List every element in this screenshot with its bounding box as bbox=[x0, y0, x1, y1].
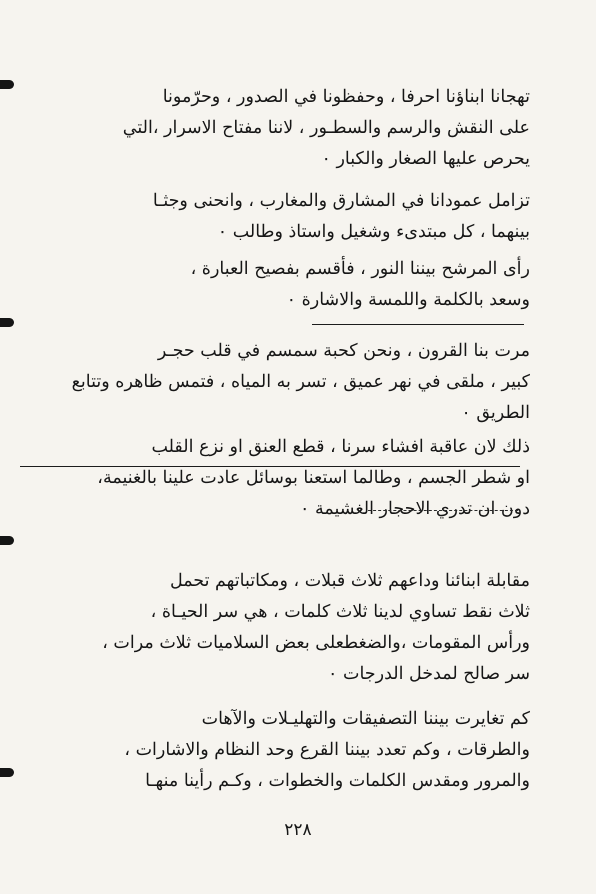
margin-mark bbox=[0, 318, 14, 327]
margin-mark bbox=[0, 80, 14, 89]
paragraph-6 bbox=[14, 566, 530, 690]
text-line: مقابلة ابنائنا وداعهم ثلاث قبلات ، ومكاتباتهم تحمل bbox=[169, 571, 530, 591]
underline-rule bbox=[368, 510, 518, 511]
text-line: تهجانا ابناؤنا احرفا ، وحفظونا في الصدور ، وحرّمونا bbox=[162, 87, 530, 107]
text-line: والطرقات ، وكم تعدد بيننا القرع وحد النظام والاشارات ، bbox=[124, 740, 530, 760]
text-line: كبير ، ملقى في نهر عميق ، تسر به المياه ، فتمس ظاهره وتتابع bbox=[71, 372, 530, 392]
text-line: ثلاث نقط تساوي لدينا ثلاث كلمات ، هي سر الحيـاة ، bbox=[150, 602, 530, 622]
text-line: يحرص عليها الصغار والكبار ٠ bbox=[321, 149, 530, 169]
paragraph-1 bbox=[14, 82, 530, 175]
text-line: رأى المرشح بيننا النور ، فأقسم بفصيح العبارة ، bbox=[190, 259, 530, 279]
paragraph-3 bbox=[14, 254, 530, 316]
text-line: دون ان تدري الاحجار الغشيمة ٠ bbox=[299, 499, 530, 519]
text-line: بينهما ، كل مبتدىء وشغيل واستاذ وطالب ٠ bbox=[217, 222, 530, 242]
underline-rule bbox=[312, 324, 524, 325]
text-line: مرت بنا القرون ، ونحن كحبة سمسم في قلب حجـر bbox=[157, 341, 530, 361]
text-line: سر صالح لمدخل الدرجات ٠ bbox=[328, 664, 530, 684]
paragraph-4 bbox=[14, 336, 530, 429]
text-line: كم تغايرت بيننا التصفيقات والتهليـلات والآهات bbox=[201, 709, 530, 729]
underline-rule bbox=[20, 466, 520, 467]
margin-mark bbox=[0, 768, 14, 777]
text-line: او شطر الجسم ، وطالما استعنا بوسائل عادت علينا بالغنيمة، bbox=[97, 468, 530, 488]
margin-mark bbox=[0, 536, 14, 545]
page-number: ٢٢٨ bbox=[284, 820, 312, 840]
text-line: تزامل عمودانا في المشارق والمغارب ، وانحنى وجثـا bbox=[152, 191, 530, 211]
text-line: ورأس المقومات ،والضغطعلى بعض السلاميات ثلاث مرات ، bbox=[102, 633, 530, 653]
paragraph-7 bbox=[14, 704, 530, 797]
text-line: الطريق ٠ bbox=[461, 403, 530, 423]
paragraph-2 bbox=[14, 186, 530, 248]
text-line: وسعد بالكلمة واللمسة والاشارة ٠ bbox=[286, 290, 530, 310]
text-line: على النقش والرسم والسطـور ، لاننا مفتاح الاسرار ،التي bbox=[122, 118, 530, 138]
text-line: ذلك لان عاقبة افشاء سرنا ، قطع العنق او نزع القلب bbox=[151, 437, 530, 457]
paragraph-5 bbox=[14, 432, 530, 525]
text-line: والمرور ومقدس الكلمات والخطوات ، وكـم رأينا منهـا bbox=[145, 771, 530, 791]
